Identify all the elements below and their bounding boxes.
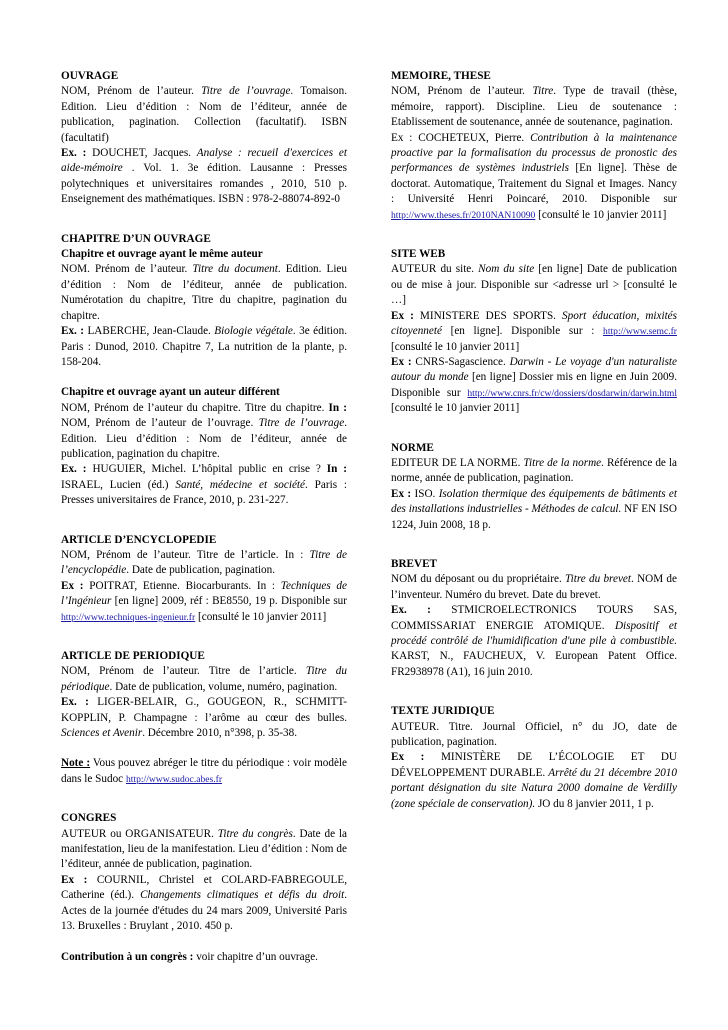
section-title: TEXTE JURIDIQUE xyxy=(391,705,495,718)
example: Ex : MINISTERE DES SPORTS. Sport éducation, mixités citoyenneté [en ligne]. Disponible sur : http://www.semc.fr [consulté le 10 janvier 2011] xyxy=(391,309,678,353)
format-description: NOM, Prénom de l’auteur du chapitre. Titre du chapitre. In : NOM, Prénom de l’auteur de l’ouvrage. Titre de l’ouvrage. Edition. Lieu d’édition : Nom de l’éditeur, année de publication, pagination du chapitre. xyxy=(61,401,347,460)
section-congres xyxy=(61,811,347,965)
note: Note : Vous pouvez abréger le titre du périodique : voir modèle dans le Sudoc http://www.sudoc.abes.fr xyxy=(61,757,348,785)
semc-link[interactable]: http://www.semc.fr xyxy=(603,326,677,338)
example: Ex : MINISTÈRE DE L’ÉCOLOGIE ET DU DÉVELOPPEMENT DURABLE. Arrêté du 21 décembre 2010 portant désignation du site Natura 2000 domaine de Verdilly (zone spéciale de conservation). JO du 8 janvier 2011, 1 p. xyxy=(391,751,677,810)
section-periodique xyxy=(61,649,347,787)
example: Ex : ISO. Isolation thermique des équipements de bâtiments et des installations industrielles - Méthodes de calcul. NF EN ISO 1224, Juin 2008, 18 p. xyxy=(391,487,677,531)
format-description: NOM, Prénom de l’auteur. Titre de l’article. Titre du périodique. Date de publication, volume, numéro, pagination. xyxy=(61,665,347,693)
example: Ex : POITRAT, Etienne. Biocarburants. In : Techniques de l’Ingénieur [en ligne] 2009, réf : BE8550, 19 p. Disponible sur http://www.techniques-ingenieur.fr [consulté le 10 janvier 2011] xyxy=(61,579,347,623)
section-texte-juridique xyxy=(391,704,677,812)
format-description: NOM, Prénom de l’auteur. Titre. Type de travail (thèse, mémoire, rapport). Discipline. Lieu de soutenance : Etablissement de soutenance, année de soutenance, pagination. xyxy=(391,85,677,129)
format-description: AUTEUR ou ORGANISATEUR. Titre du congrès. Date de la manifestation, lieu de la manifestation. Lieu d’édition : Nom de l’éditeur, année de publication, pagination. xyxy=(61,827,347,871)
subsection-title: Chapitre et ouvrage ayant un auteur différent xyxy=(61,386,280,399)
section-encyclopedie xyxy=(61,533,347,625)
format-description: AUTEUR. Titre. Journal Officiel, n° du JO, date de publication, pagination. xyxy=(391,720,677,749)
format-description: EDITEUR DE LA NORME. Titre de la norme. Référence de la norme, année de publication, pagination. xyxy=(391,456,678,485)
format-description: NOM du déposant ou du propriétaire. Titre du brevet. NOM de l’inventeur. Numéro du brevet. Date du brevet. xyxy=(391,573,677,601)
cnrs-darwin-link[interactable]: http://www.cnrs.fr/cw/dossiers/dosdarwin/darwin.html xyxy=(467,387,677,399)
section-chapitre xyxy=(61,232,347,509)
section-title: BREVET xyxy=(391,557,438,570)
subsection-title: Chapitre et ouvrage ayant le même auteur xyxy=(61,248,263,261)
example: Ex. : LIGER-BELAIR, G., GOUGEON, R., SCHMITT-KOPPLIN, P. Champagne : l’arôme au cœur des bulles. Sciences et Avenir. Décembre 2010, n°398, p. 35-38. xyxy=(61,696,347,740)
contribution-note: Contribution à un congrès : voir chapitre d’un ouvrage. xyxy=(61,950,318,963)
section-site-web xyxy=(391,247,677,416)
example: Ex : COCHETEUX, Pierre. Contribution à la maintenance proactive par la formalisation du processus de pronostic des performances de systèmes industriels [En ligne]. Thèse de doctorat. Automatique, Traitement du Signal et Images. Nancy : Université Henri Poincaré, 2010. Disponible sur http://www.theses.fr/2010NAN10090 [consulté le 10 janvier 2011] xyxy=(391,131,677,221)
section-brevet xyxy=(391,557,677,680)
example: Ex : COURNIL, Christel et COLARD-FABREGOULE, Catherine (éd.). Changements climatiques et défis du droit. Actes de la journée d'études du 24 mars 2009, Université Paris 13. Bruxelles : Bruylant , 2010. 450 p. xyxy=(61,873,348,933)
example: Ex : CNRS-Sagascience. Darwin - Le voyage d'un naturaliste autour du monde [en ligne] Dossier mis en ligne en Juin 2009. Disponible sur http://www.cnrs.fr/cw/dossiers/dosdarwin/darwin.html [consulté le 10 janvier 2011] xyxy=(391,355,678,415)
section-memoire xyxy=(391,69,677,223)
section-title: MEMOIRE, THESE xyxy=(391,70,491,82)
section-norme xyxy=(391,441,677,533)
techniques-ingenieur-link[interactable]: http://www.techniques-ingenieur.fr xyxy=(61,611,196,623)
sudoc-link[interactable]: http://www.sudoc.abes.fr xyxy=(125,773,223,785)
section-title: ARTICLE D’ENCYCLOPEDIE xyxy=(61,533,217,546)
example: Ex. : LABERCHE, Jean-Claude. Biologie végétale. 3e édition. Paris : Dunod, 2010. Chapitre 7, La nutrition de la plante, p. 158-204. xyxy=(61,325,348,368)
format-description: NOM. Prénom de l’auteur. Titre du document. Edition. Lieu d’édition : Nom de l’éditeur, année de publication. Numérotation du chapitre, Titre du chapitre, pagination du chapitre. xyxy=(61,263,347,322)
format-description: NOM, Prénom de l’auteur. Titre de l’ouvrage. Tomaison. Edition. Lieu d’édition : Nom de l’éditeur, année de publication, pagination. Collection (facultatif). ISBN (facultatif) xyxy=(61,85,348,144)
section-title: CONGRES xyxy=(61,812,117,825)
example: Ex. : HUGUIER, Michel. L’hôpital public en crise ? In : ISRAEL, Lucien (éd.) Santé, médecine et société. Paris : Presses universitaires de France, 2010, p. 231-227. xyxy=(61,463,348,507)
example: Ex. : STMICROELECTRONICS TOURS SAS, COMMISSARIAT ENERGIE ATOMIQUE. Dispositif et procédé contrôlé de l'humidification d'une pile à combustible. KARST, N., FAUCHEUX, V. European Patent Office. FR2938978 (A1), 16 juin 2010. xyxy=(391,604,678,678)
section-ouvrage xyxy=(61,69,347,208)
format-description: NOM, Prénom de l’auteur. Titre de l’article. In : Titre de l’encyclopédie. Date de publication, pagination. xyxy=(61,548,347,577)
section-title: CHAPITRE D’UN OUVRAGE xyxy=(61,232,211,245)
section-title: OUVRAGE xyxy=(61,70,119,82)
section-title: NORME xyxy=(391,441,434,454)
left-column xyxy=(61,69,347,965)
section-title: ARTICLE DE PERIODIQUE xyxy=(61,650,205,662)
section-title: SITE WEB xyxy=(391,248,446,261)
example: Ex. : DOUCHET, Jacques. Analyse : recueil d'exercices et aide-mémoire . Vol. 1. 3e édition. Lausanne : Presses polytechniques et universitaires romandes , 2010, 510 p. Enseignement des mathématiques. ISBN : 978-2-88074-892-0 xyxy=(61,147,347,206)
theses-link[interactable]: http://www.theses.fr/2010NAN10090 xyxy=(391,209,536,221)
right-column xyxy=(391,69,677,812)
format-description: AUTEUR du site. Nom du site [en ligne] Date de publication ou de mise à jour. Disponible sur <adresse url > [consulté le …] xyxy=(391,263,678,307)
